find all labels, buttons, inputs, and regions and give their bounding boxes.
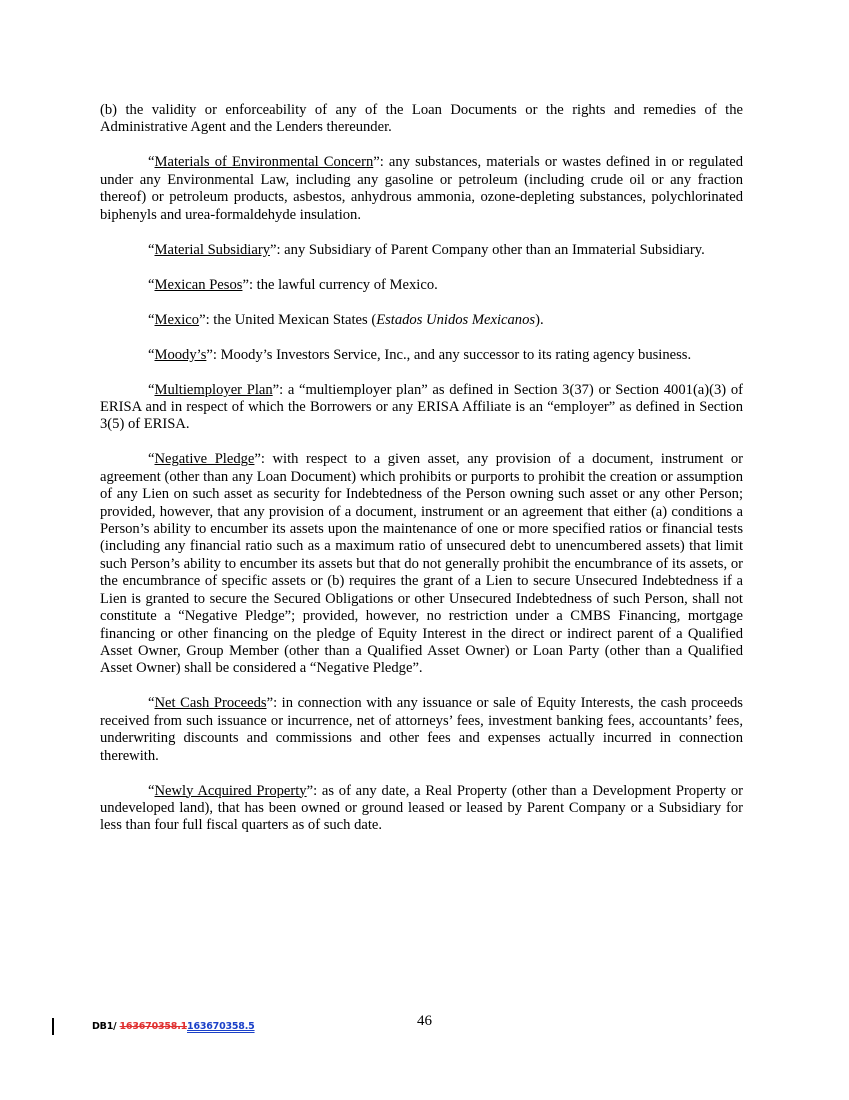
spanish-name: Estados Unidos Mexicanos	[376, 311, 536, 328]
inserted-document-id: 163670358.5	[187, 1021, 255, 1032]
defined-term: Moody’s	[154, 346, 207, 363]
definition-newly-acquired-property: “Newly Acquired Property”: as of any date, a Real Property (other than a Development Property or undeveloped land), that has been owned or ground leased or leased by Parent Company or a Subsidiary for less than four full fiscal quarters as of such date.	[100, 782, 743, 834]
definition-mexican-pesos: “Mexican Pesos”: the lawful currency of Mexico.	[148, 276, 438, 293]
definition-moodys: “Moody’s”: Moody’s Investors Service, Inc., and any successor to its rating agency business.	[148, 346, 692, 363]
definition-net-cash-proceeds: “Net Cash Proceeds”: in connection with any issuance or sale of Equity Interests, the cash proceeds received from such issuance or incurrence, net of attorneys’ fees, investment banking fees, accountants’ fees, underwriting discounts and commissions and other fees and expenses actually incurred in connection therewith.	[100, 695, 743, 764]
defined-term: Mexican Pesos	[154, 276, 243, 293]
definition-mexico: “Mexico”: the United Mexican States (Estados Unidos Mexicanos).	[148, 311, 544, 328]
defined-term: Newly Acquired Property	[154, 782, 307, 799]
document-id-prefix: DB1/	[92, 1021, 120, 1032]
definition-negative-pledge: “Negative Pledge”: with respect to a given asset, any provision of a document, instrument or agreement (other than any Loan Document) which prohibits or purports to prohibit the creation or assumption of any Lien on such asset as security for Indebtedness of the Person owning such asset or any other Person; provided, however, that any provision of a document, instrument or an agreement that either (a) conditions a Person’s ability to encumber its assets upon the maintenance of one or more specified ratios or financial tests (including any financial ratio such as a maximum ratio of unsecured debt to unencumbered assets) that limit such Person’s ability to encumber its assets but that do not generally prohibit the encumbrance of its assets, or the encumbrance of specific assets or (b) requires the grant of a Lien to secure Unsecured Indebtedness if a Lien is granted to secure the Secured Obligations or other Unsecured Indebtedness of such Person, shall not constitute a “Negative Pledge”; provided, however, no restriction under a CMBS Financing, mortgage financing or other financing on the pledge of Equity Interest in the direct or indirect parent of a Qualified Asset Owner, Group Member (other than a Qualified Asset Owner) or Loan Party (other than a Qualified Asset Owner) shall be considered a “Negative Pledge”.	[100, 451, 744, 677]
defined-term: Materials of Environmental Concern	[154, 154, 374, 171]
defined-term: Negative Pledge	[154, 451, 255, 468]
deleted-document-id: 163670358.1	[119, 1021, 188, 1032]
defined-term: Material Subsidiary	[154, 241, 270, 258]
page-number: 46	[417, 1013, 432, 1029]
definition-materials-of-environmental-concern: “Materials of Environmental Concern”: any substances, materials or wastes defined in or regulated under any Environmental Law, including any gasoline or petroleum (including crude oil or any fraction thereof) or petroleum products, asbestos, anhydrous ammonia, ozone-depleting substances, polychlorinated biphenyls and urea-formaldehyde insulation.	[100, 154, 743, 223]
defined-term: Multiemployer Plan	[154, 381, 273, 398]
definition-multiemployer-plan: “Multiemployer Plan”: a “multiemployer plan” as defined in Section 3(37) or Section 4001(a)(3) of ERISA and in respect of which the Borrowers or any ERISA Affiliate is an “employer” as defined in Section 3(5) of ERISA.	[100, 381, 743, 433]
definition-material-subsidiary: “Material Subsidiary”: any Subsidiary of Parent Company other than an Immaterial Subsidiary.	[148, 241, 705, 258]
document-body	[100, 102, 743, 852]
paragraph-validity-clause: (b) the validity or enforceability of any of the Loan Documents or the rights and remedies of the Administrative Agent and the Lenders thereunder.	[100, 102, 743, 136]
defined-term: Net Cash Proceeds	[154, 695, 267, 712]
defined-term: Mexico	[154, 311, 200, 328]
